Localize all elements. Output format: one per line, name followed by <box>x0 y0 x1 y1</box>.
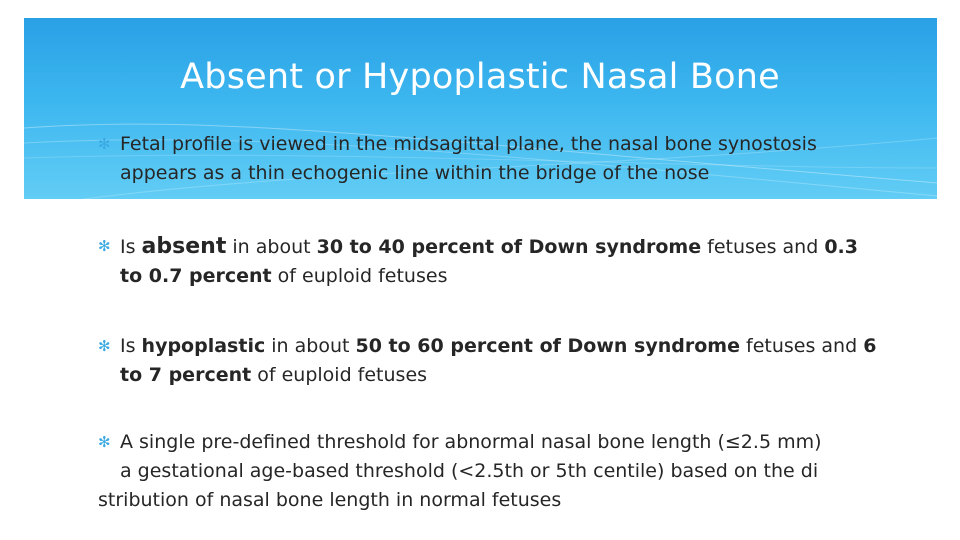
asterisk-icon: ✻ <box>98 135 111 153</box>
bullet-item <box>98 232 880 291</box>
bullet-emphasis: 0.3 to 0.7 percent <box>120 236 858 287</box>
bullet-text: of euploid fetuses <box>251 364 428 386</box>
bullet-emphasis: 30 to 40 percent of Down syndrome <box>316 236 702 258</box>
bullet-line: A single pre-defined threshold for abnormal nasal bone length (≤2.5 mm) <box>120 431 822 453</box>
bullet-emphasis: hypoplastic <box>141 335 266 357</box>
bullet-text: fetuses and <box>701 236 825 258</box>
bullet-text: Is <box>120 335 142 357</box>
asterisk-icon: ✻ <box>98 433 111 451</box>
bullet-text: in about <box>226 236 317 258</box>
bullet-item <box>98 332 880 390</box>
bullet-text: Fetal profile is viewed in the midsagittal plane, the nasal bone synostosis appears as a thin echogenic line within the bridge of the nose <box>120 133 817 184</box>
asterisk-icon: ✻ <box>98 337 111 355</box>
bullet-text: fetuses and <box>739 335 864 357</box>
bullet-text: of euploid fetuses <box>271 265 448 287</box>
bullet-text: Is <box>120 236 142 258</box>
bullet-line: a gestational age-based threshold (<2.5th or 5th centile) based on the di <box>120 460 819 482</box>
asterisk-icon: ✻ <box>98 237 111 255</box>
slide-title: Absent or Hypoplastic Nasal Bone <box>180 57 780 97</box>
bullet-text: in about <box>265 335 356 357</box>
bullet-item <box>98 130 880 188</box>
bullet-emphasis: 50 to 60 percent of Down syndrome <box>355 335 740 357</box>
bullet-emphasis: absent <box>141 234 227 259</box>
bullet-line: stribution of nasal bone length in normal fetuses <box>98 489 562 511</box>
bullet-item <box>98 428 880 515</box>
bullet-emphasis: 6 to 7 percent <box>120 335 877 386</box>
